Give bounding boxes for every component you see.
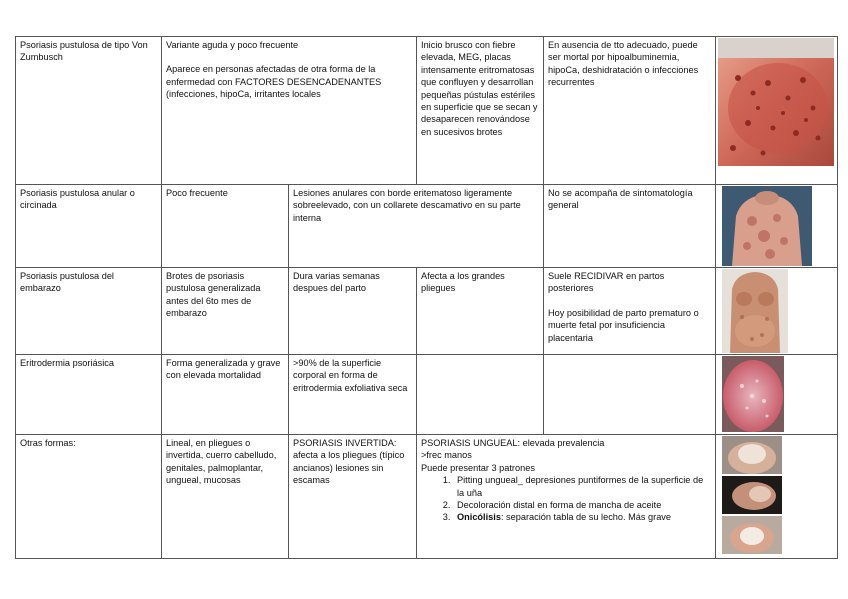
row-pronostico-cell: En ausencia de tto adecuado, puede ser mortal por hipoalbuminemia, hipoCa, deshidratación o infecciones recurrentes — [544, 37, 716, 185]
row-image-cell — [716, 37, 838, 185]
row-name-cell: Otras formas: — [16, 435, 162, 559]
table-row — [16, 355, 838, 435]
erythroderma-photo — [722, 356, 784, 432]
row-clinica-cell: >90% de la superficie corporal en forma de eritrodermia exfoliativa seca — [289, 355, 417, 435]
skin-lesion-photo — [718, 38, 834, 166]
row-image-cell — [716, 268, 838, 355]
row-ungueal-cell: PSORIASIS UNGUEAL: elevada prevalencia >frec manos Puede presentar 3 patrones 1. Pitting ungueal_ depresiones puntiformes de la superficie de la uña 2. Decoloración distal en forma de mancha de aceite 3. Onicólisis: separación tabla de su lecho. Más grave — [417, 435, 716, 559]
row-pronostico-cell: No se acompaña de sintomatología general — [544, 185, 716, 268]
nail-photo-1 — [722, 436, 782, 474]
table-row — [16, 435, 838, 559]
row-name-cell: Eritrodermia psoriásica — [16, 355, 162, 435]
row-description-cell: Poco frecuente — [162, 185, 289, 268]
row-name-cell: Psoriasis pustulosa del embarazo — [16, 268, 162, 355]
ungueal-pattern-list — [421, 474, 711, 524]
empty-cell — [544, 355, 716, 435]
list-item: 2. Decoloración distal en forma de mancha de aceite — [453, 499, 711, 511]
row-pronostico-cell: Suele RECIDIVAR en partos posteriores Hoy posibilidad de parto prematuro o muerte fetal por insuficiencia placentaria — [544, 268, 716, 355]
row-description-cell: Lineal, en pliegues o invertida, cuerro cabelludo, genitales, palmoplantar, ungueal, mucosas — [162, 435, 289, 559]
row-invertida-cell: PSORIASIS INVERTIDA: afecta a los pliegues (típico ancianos) lesiones sin escamas — [289, 435, 417, 559]
empty-cell — [417, 355, 544, 435]
row-image-cell — [716, 185, 838, 268]
row-description-cell: Forma generalizada y grave con elevada mortalidad — [162, 355, 289, 435]
table-row — [16, 268, 838, 355]
row-clinica-cell: Inicio brusco con fiebre elevada, MEG, placas intensamente eritromatosas que confluyen y desarrollan pequeñas pústulas estériles en superficie que se secan y desaparecen renovándose en sucesivos brotes — [417, 37, 544, 185]
table-row — [16, 37, 838, 185]
row-image-cell — [716, 355, 838, 435]
list-item: 3. Onicólisis: separación tabla de su lecho. Más grave — [453, 511, 711, 523]
row-image-cell — [716, 435, 838, 559]
row-name-cell: Psoriasis pustulosa de tipo Von Zumbusch — [16, 37, 162, 185]
torso-photo — [722, 186, 812, 266]
table-row — [16, 185, 838, 268]
row-description-cell: Variante aguda y poco frecuente Aparece en personas afectadas de otra forma de la enfermedad con FACTORES DESENCADENANTES (infecciones, hipoCa, irritantes locales — [162, 37, 417, 185]
row-description-cell: Brotes de psoriasis pustulosa generalizada antes del 6to mes de embarazo — [162, 268, 289, 355]
row-clinica-cell: Lesiones anulares con borde eritematoso ligeramente sobreelevado, con un collarete descamativo en su parte interna — [289, 185, 544, 268]
nail-photo-3 — [722, 516, 782, 554]
pregnant-torso-photo — [722, 269, 788, 353]
nail-photo-2 — [722, 476, 782, 514]
row-duracion-cell: Dura varias semanas despues del parto — [289, 268, 417, 355]
psoriasis-table — [15, 36, 838, 559]
list-item: 1. Pitting ungueal_ depresiones puntiformes de la superficie de la uña — [453, 474, 711, 499]
row-name-cell: Psoriasis pustulosa anular o circinada — [16, 185, 162, 268]
row-localizacion-cell: Afecta a los grandes pliegues — [417, 268, 544, 355]
